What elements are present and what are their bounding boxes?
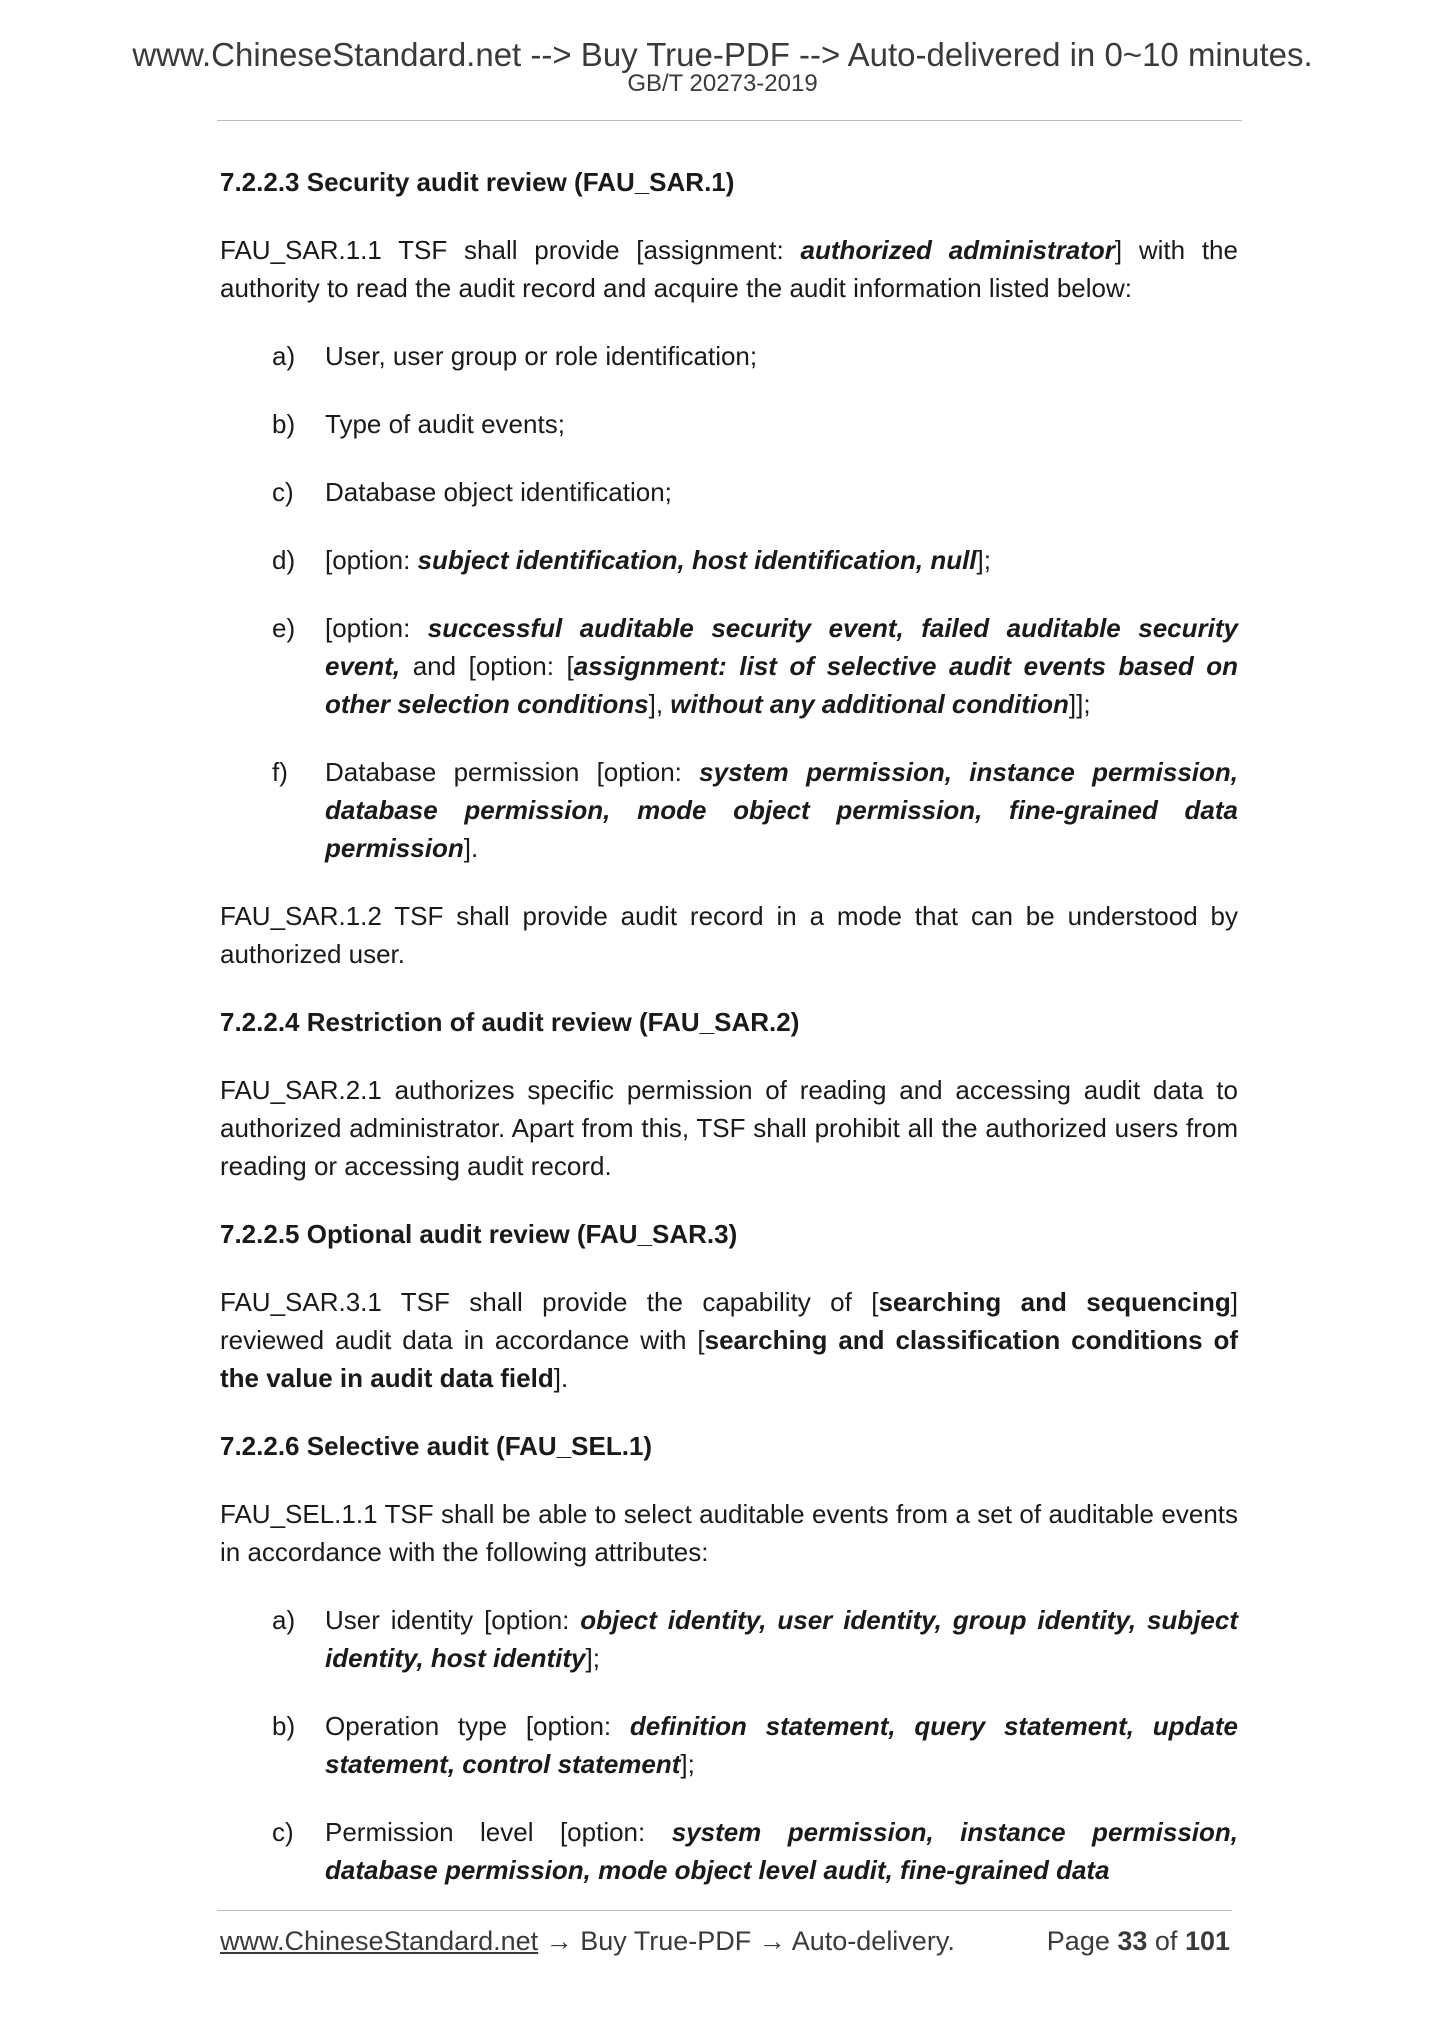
current-page: 33 [1117,1926,1148,1956]
list-item: a) User, user group or role identification; [272,341,758,371]
heading-fau-sar2: 7.2.2.4 Restriction of audit review (FAU_SAR.2) [220,1007,800,1037]
footer-text: → Buy True-PDF → Auto-delivery. [538,1926,955,1956]
page-footer [220,1925,1230,1957]
header-banner: www.ChineseStandard.net --> Buy True-PDF --> Auto-delivered in 0~10 minutes. [132,36,1313,73]
list-item: b) Operation type [option: definition statement, query statement, update statement, control statement]; [272,1711,1238,1779]
footer-divider [217,1910,1232,1911]
paragraph-fau-sar-3-1: FAU_SAR.3.1 TSF shall provide the capability of [searching and sequencing] reviewed audit data in accordance with [searching and classification conditions of the value in audit data field]. [220,1287,1239,1393]
standard-number: GB/T 20273-2019 [627,70,818,97]
list-item: a) User identity [option: object identity, user identity, group identity, subject identity, host identity]; [272,1605,1238,1673]
list-item: c) Database object identification; [272,477,672,507]
paragraph-fau-sar-1-2: FAU_SAR.1.2 TSF shall provide audit record in a mode that can be understood by authorized user. [220,901,1238,969]
heading-fau-sar3: 7.2.2.5 Optional audit review (FAU_SAR.3) [220,1219,738,1249]
list-item: e) [option: successful auditable security event, failed auditable security event, and [option: [assignment: list of selective audit events based on other selection conditions], without any additional condition]]; [272,613,1239,719]
heading-fau-sel1: 7.2.2.6 Selective audit (FAU_SEL.1) [220,1431,653,1461]
paragraph-fau-sar-2-1: FAU_SAR.2.1 authorizes specific permission of reading and accessing audit data to authorized administrator. Apart from this, TSF shall prohibit all the authorized users from reading or accessing audit record. [220,1075,1238,1181]
list-item: d) [option: subject identification, host identification, null]; [272,545,991,575]
paragraph-fau-sel-1-1: FAU_SEL.1.1 TSF shall be able to select auditable events from a set of auditable events in accordance with the following attributes: [220,1499,1238,1567]
heading-fau-sar1: 7.2.2.3 Security audit review (FAU_SAR.1) [220,167,735,197]
paragraph-fau-sar-1-1: FAU_SAR.1.1 TSF shall provide [assignment: authorized administrator] with the authority to read the audit record and acquire the audit information listed below: [220,235,1238,303]
total-pages: 101 [1184,1926,1230,1956]
page-number: Page 33 of 101 [1046,1926,1230,1956]
footer-site-link[interactable]: www.ChineseStandard.net [220,1926,539,1956]
header-divider [217,120,1242,121]
document-body [220,163,1238,1919]
list-item: c) Permission level [option: system permission, instance permission, database permission, mode object level audit, fine-grained data [272,1817,1238,1885]
list-item: f) Database permission [option: system permission, instance permission, database permission, mode object permission, fine-grained data permission]. [272,757,1239,863]
list-item: b) Type of audit events; [272,409,565,439]
